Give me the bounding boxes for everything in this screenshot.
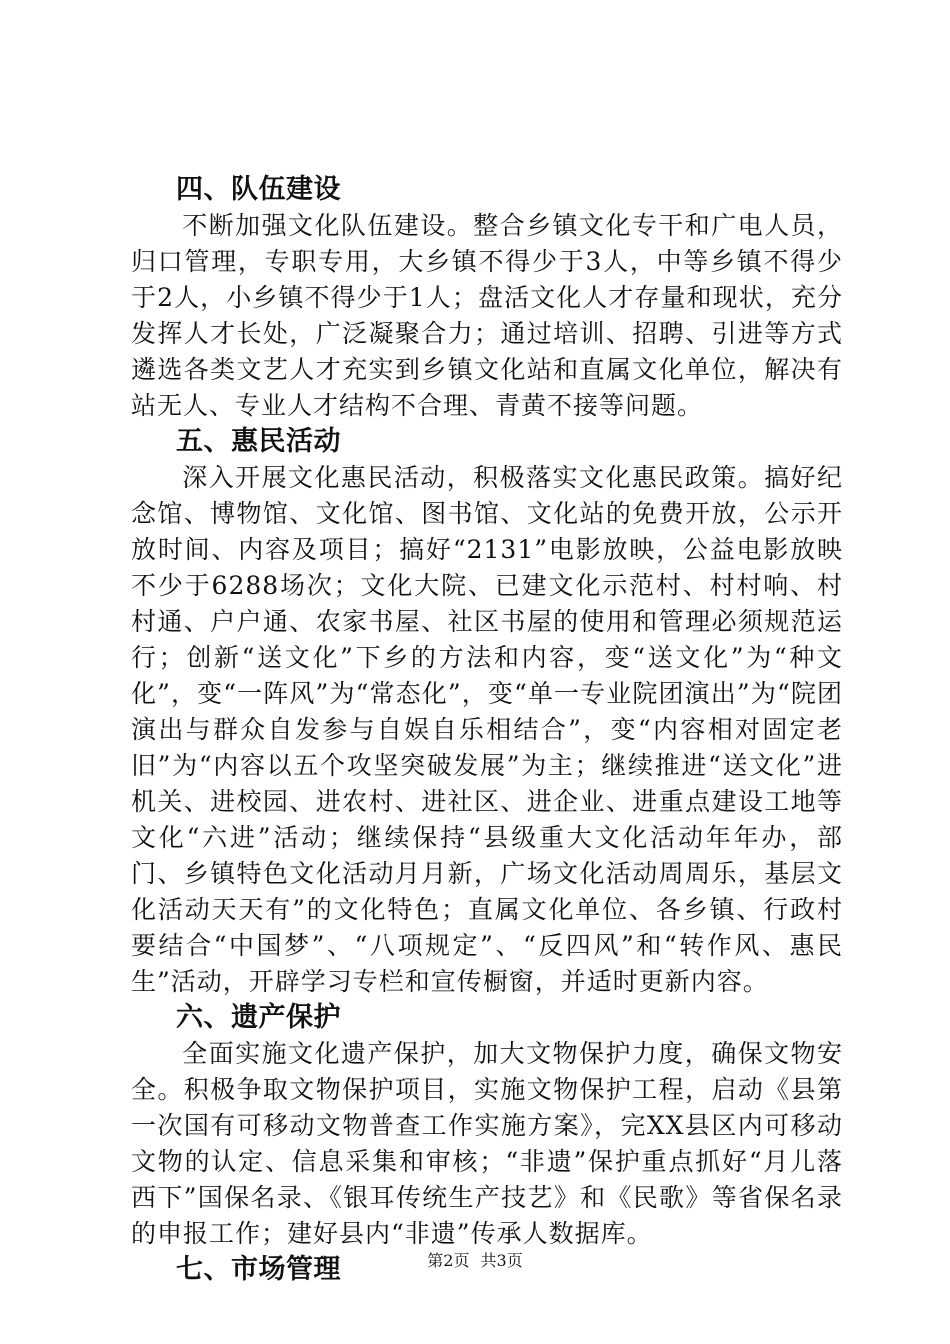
page-total: 共3页 xyxy=(480,1251,523,1270)
section-heading-heritage: 六、遗产保护 xyxy=(176,1002,341,1033)
document-body xyxy=(131,172,843,1288)
page-number: 第2页 xyxy=(427,1251,470,1270)
section-body-benefit: 深入开展文化惠民活动，积极落实文化惠民政策。搞好纪念馆、博物馆、文化馆、图书馆、文化站的免费开放，公示开放时间、内容及项目；搞好“2131”电影放映，公益电影放映不少于6288场次；文化大院、已建文化示范村、村村响、村村通、户户通、农家书屋、社区书屋的使用和管理必须规范运行；创新“送文化”下乡的方法和内容，变“送文化”为“种文化”，变“一阵风”为“常态化”，变“单一专业院团演出”为“院团演出与群众自发参与自娱自乐相结合”，变“内容相对固定老旧”为“内容以五个攻坚突破发展”为主；继续推进“送文化”进机关、进校园、进农村、进社区、进企业、进重点建设工地等文化“六进”活动；继续保持“县级重大文化活动年年办，部门、乡镇特色文化活动月月新，广场文化活动周周乐，基层文化活动天天有”的文化特色；直属文化单位、各乡镇、行政村要结合“中国梦”、“八项规定”、“反四风”和“转作风、惠民生”活动，开辟学习专栏和宣传橱窗，并适时更新内容。 xyxy=(131,463,843,996)
section-heading-benefit: 五、惠民活动 xyxy=(176,426,341,457)
page-footer xyxy=(0,1248,950,1271)
section-heading-team: 四、队伍建设 xyxy=(176,174,341,205)
section-heading-market: 七、市场管理 xyxy=(176,1254,341,1285)
section-body-heritage: 全面实施文化遗产保护，加大文物保护力度，确保文物安全。积极争取文物保护项目，实施文物保护工程，启动《县第一次国有可移动文物普查工作实施方案》，完XX县区内可移动文物的认定、信息采集和审核；“非遗”保护重点抓好“月儿落西下”国保名录、《银耳传统生产技艺》和《民歌》等省保名录的申报工作；建好县内“非遗”传承人数据库。 xyxy=(131,1039,843,1248)
section-body-team: 不断加强文化队伍建设。整合乡镇文化专干和广电人员，归口管理，专职专用，大乡镇不得少于3人，中等乡镇不得少于2人，小乡镇不得少于1人；盘活文化人才存量和现状，充分发挥人才长处，广泛凝聚合力；通过培训、招聘、引进等方式遴选各类文艺人才充实到乡镇文化站和直属文化单位，解决有站无人、专业人才结构不合理、青黄不接等问题。 xyxy=(131,211,843,420)
